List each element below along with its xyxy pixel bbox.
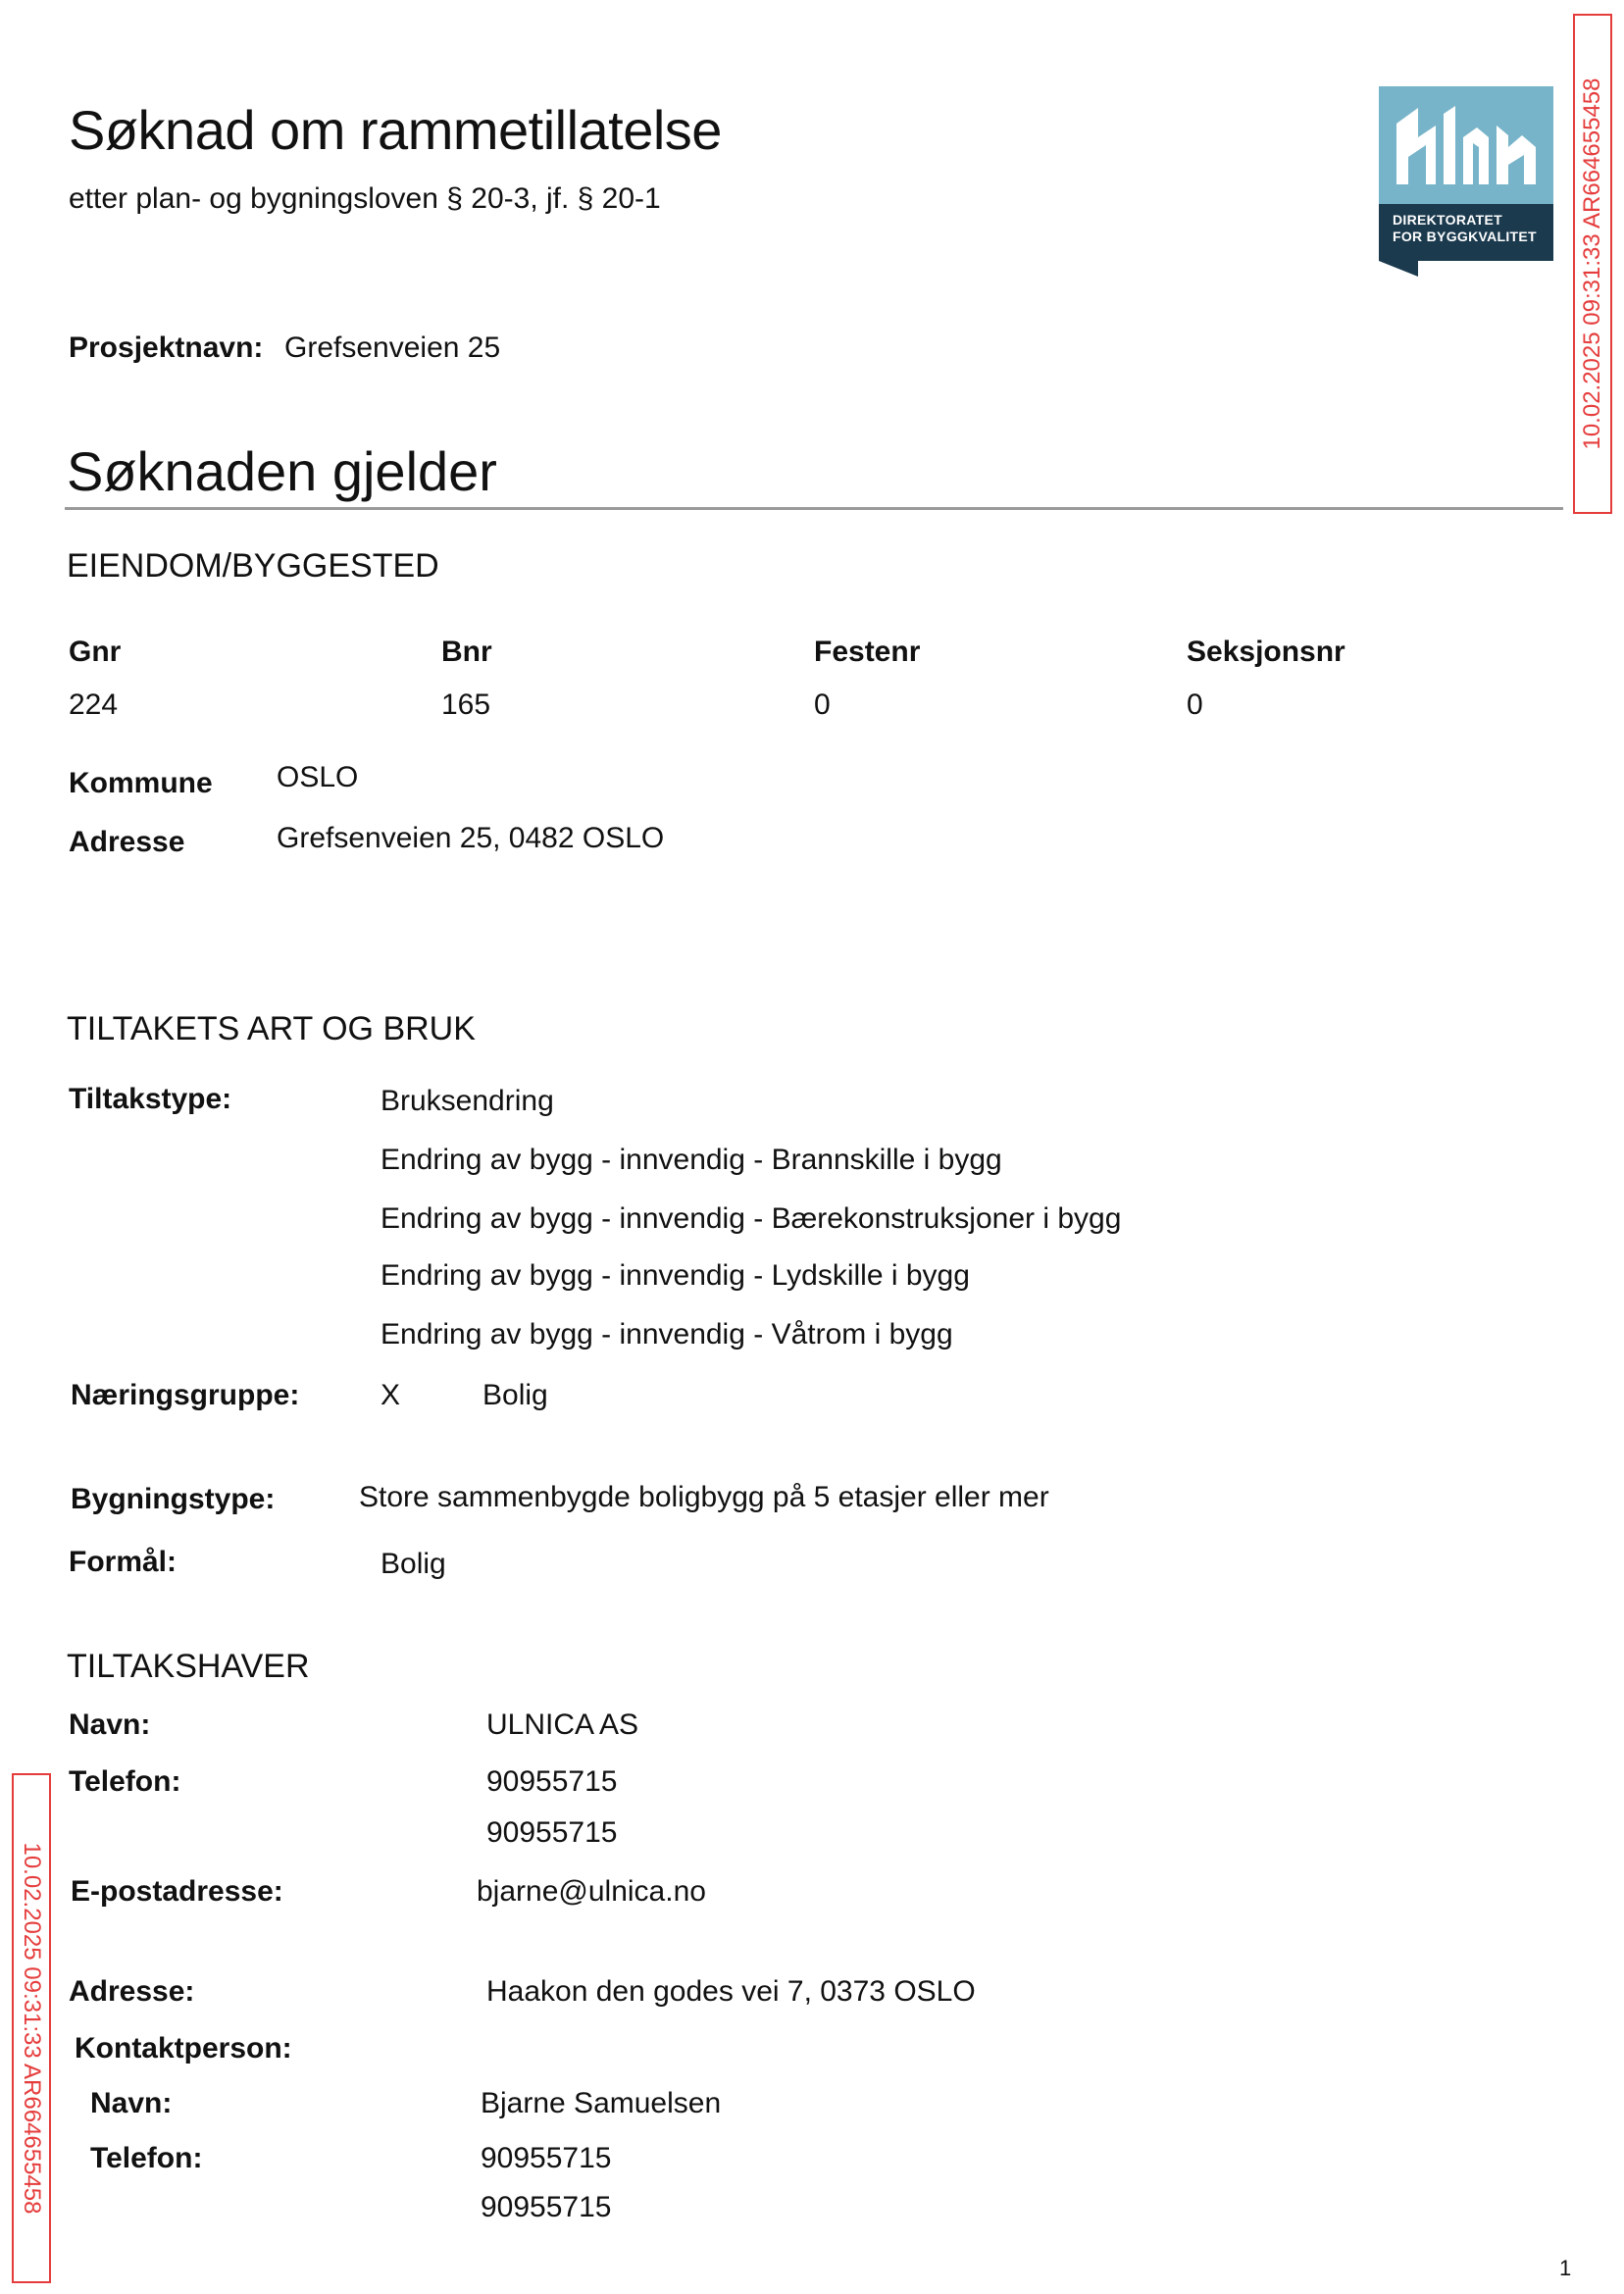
kontakt-telefon-value: 90955715: [481, 2191, 612, 2223]
seksjonsnr-label: Seksjonsnr: [1187, 636, 1345, 668]
timestamp-stamp-right: 10.02.2025 09:31:33 AR664655458: [1573, 14, 1612, 514]
adresse-label: Adresse: [69, 826, 185, 858]
kontakt-telefon-value: 90955715: [481, 2142, 612, 2174]
tiltakshaver-navn-value: ULNICA AS: [486, 1708, 639, 1741]
tiltakstype-item: Endring av bygg - innvendig - Bærekonstruksjoner i bygg: [381, 1202, 1122, 1235]
logo-text: DIREKTORATET FOR BYGGKVALITET: [1393, 212, 1537, 244]
bygningstype-value: Store sammenbygde boligbygg på 5 etasjer eller mer: [359, 1481, 1049, 1513]
tiltakshaver-adresse-value: Haakon den godes vei 7, 0373 OSLO: [486, 1975, 976, 2008]
bnr-value: 165: [441, 688, 491, 721]
timestamp-stamp-left: 10.02.2025 09:31:33 AR664655458: [12, 1773, 51, 2283]
festenr-value: 0: [814, 688, 831, 721]
tiltakshaver-telefon-value: 90955715: [486, 1765, 618, 1798]
section-title: Søknaden gjelder: [67, 440, 497, 502]
tiltak-heading: TILTAKETS ART OG BRUK: [67, 1010, 476, 1047]
epost-label: E-postadresse:: [71, 1875, 283, 1908]
document-subtitle: etter plan- og bygningsloven § 20-3, jf. § 20-1: [69, 182, 661, 215]
seksjonsnr-value: 0: [1187, 688, 1203, 721]
logo-flag-icon: [1379, 261, 1422, 277]
tiltakstype-item: Endring av bygg - innvendig - Lydskille i bygg: [381, 1259, 970, 1292]
tiltakshaver-telefon-label: Telefon:: [69, 1765, 181, 1798]
formal-label: Formål:: [69, 1546, 178, 1578]
property-heading: EIENDOM/BYGGESTED: [67, 547, 439, 585]
dibk-logo: [1379, 86, 1553, 277]
tiltakstype-item: Endring av bygg - innvendig - Brannskille i bygg: [381, 1144, 1002, 1176]
tiltakshaver-navn-label: Navn:: [69, 1708, 151, 1741]
kontakt-navn-label: Navn:: [90, 2087, 173, 2119]
naeringsgruppe-code: X: [381, 1379, 401, 1411]
tiltakstype-item: Bruksendring: [381, 1085, 554, 1117]
kommune-value: OSLO: [277, 761, 359, 793]
tiltakshaver-telefon-value: 90955715: [486, 1816, 618, 1849]
tiltakstype-label: Tiltakstype:: [69, 1083, 232, 1115]
logo-emblem: [1379, 86, 1553, 204]
page-number: 1: [1559, 2256, 1572, 2280]
formal-value: Bolig: [381, 1548, 446, 1580]
tiltakstype-item: Endring av bygg - innvendig - Våtrom i bygg: [381, 1318, 953, 1351]
kontakt-telefon-label: Telefon:: [90, 2142, 203, 2174]
gnr-value: 224: [69, 688, 119, 721]
tiltakshaver-heading: TILTAKSHAVER: [67, 1648, 310, 1685]
epost-value: bjarne@ulnica.no: [477, 1875, 706, 1908]
festenr-label: Festenr: [814, 636, 921, 668]
project-name-label: Prosjektnavn:: [69, 331, 264, 364]
adresse-value: Grefsenveien 25, 0482 OSLO: [277, 822, 665, 854]
gnr-label: Gnr: [69, 636, 122, 668]
naeringsgruppe-value: Bolig: [482, 1379, 548, 1411]
document-title: Søknad om rammetillatelse: [69, 99, 722, 161]
bnr-label: Bnr: [441, 636, 492, 668]
naeringsgruppe-label: Næringsgruppe:: [71, 1379, 300, 1411]
kommune-label: Kommune: [69, 767, 213, 799]
bygningstype-label: Bygningstype:: [71, 1483, 276, 1515]
project-name-value: Grefsenveien 25: [284, 331, 501, 364]
tiltakshaver-adresse-label: Adresse:: [69, 1975, 195, 2008]
section-divider: [65, 507, 1563, 510]
kontaktperson-label: Kontaktperson:: [75, 2032, 292, 2065]
kontakt-navn-value: Bjarne Samuelsen: [481, 2087, 722, 2119]
